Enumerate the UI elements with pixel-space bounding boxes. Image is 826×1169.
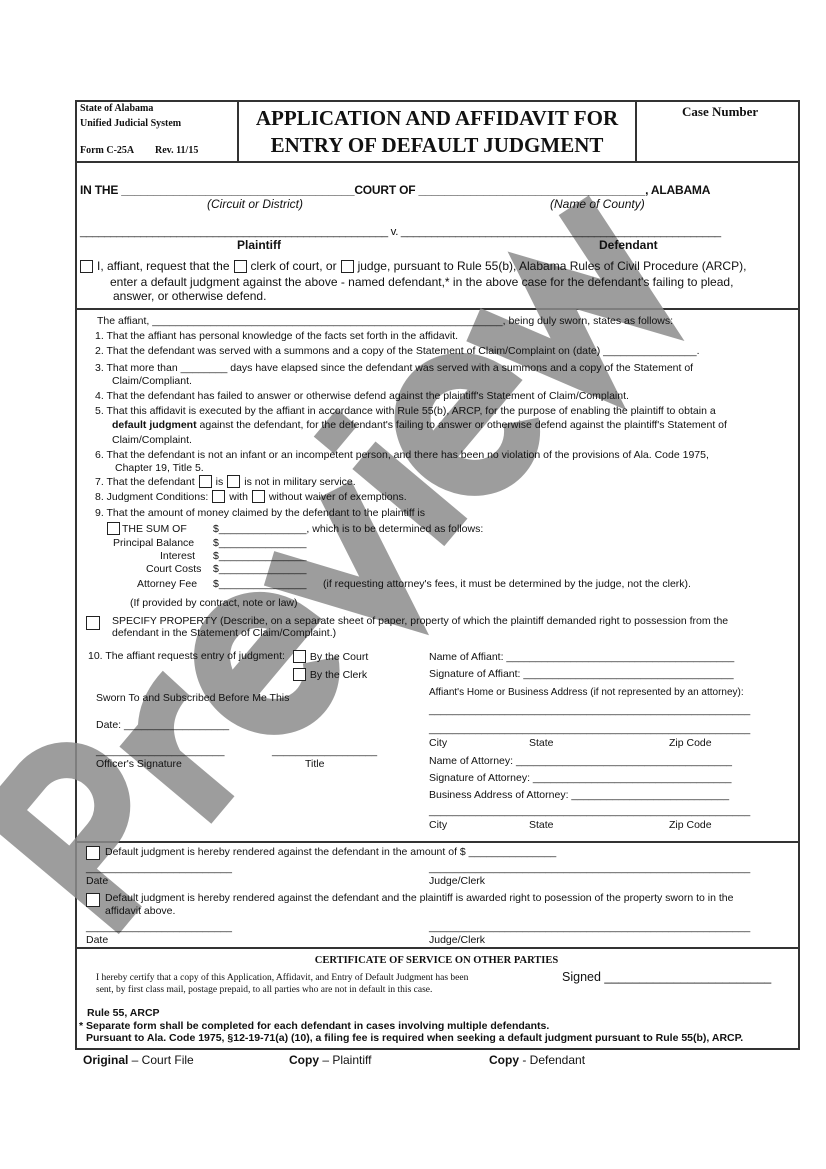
judgment-date-line[interactable]: _________________________	[86, 921, 232, 933]
request-row	[80, 259, 746, 273]
with-waiver-checkbox[interactable]	[212, 490, 225, 503]
interest-label: Interest	[160, 550, 196, 562]
affidavit-item: with	[229, 490, 248, 503]
affiant-intro[interactable]: The affiant, ____________________________________________________________, being duly sworn, states as follows:	[97, 315, 674, 327]
copy-label: Copy	[489, 1053, 519, 1067]
sworn-label: Sworn To and Subscribed Before Me This	[96, 692, 290, 704]
affidavit-item: 7. That the defendant	[95, 475, 195, 488]
divider	[75, 308, 798, 310]
affidavit-item: 4. That the defendant has failed to answer or otherwise defend against the plaintiff's Statement of Claim/Complaint.	[95, 390, 629, 402]
county-hint: (Name of County)	[550, 197, 645, 211]
affidavit-item: is not in military service.	[244, 475, 356, 488]
principal-field[interactable]: $_______________	[213, 537, 307, 549]
sworn-date-field[interactable]: Date: __________________	[96, 719, 230, 731]
affidavit-item: Claim/Compliant.	[112, 375, 192, 387]
item10-label: 10. The affiant requests entry of judgment:	[88, 650, 285, 662]
by-clerk-checkbox[interactable]	[293, 668, 306, 681]
request-text: answer, or otherwise defend.	[113, 289, 267, 303]
rule-reference: Rule 55, ARCP	[87, 1007, 160, 1019]
item10-row	[88, 650, 368, 681]
judgment-entry-options	[293, 650, 368, 681]
court-costs-label: Court Costs	[146, 563, 202, 575]
amount-judgment-checkbox[interactable]	[86, 846, 100, 860]
distribution-copy-plaintiff	[289, 1053, 371, 1067]
judgment-date-line[interactable]: _________________________	[86, 862, 232, 874]
certificate-title: CERTIFICATE OF SERVICE ON OTHER PARTIES	[314, 955, 559, 966]
by-clerk-option[interactable]	[293, 668, 368, 681]
sum-of-row	[107, 522, 187, 535]
attorney-fee-field[interactable]: $_______________	[213, 578, 307, 590]
by-court-label: By the Court	[309, 650, 369, 663]
judge-clerk-label: Judge/Clerk	[429, 875, 486, 887]
circuit-hint: (Circuit or District)	[207, 197, 303, 211]
sum-of-field[interactable]: $_______________, which is to be determined as follows:	[213, 523, 484, 535]
affidavit-item: 9. That the amount of money claimed by the defendant to the plaintiff is	[95, 507, 425, 519]
affiant-signature-field[interactable]: Signature of Affiant: ____________________________________	[429, 668, 734, 680]
form-revision: Rev. 11/15	[155, 145, 199, 156]
specify-property-checkbox[interactable]	[86, 616, 100, 630]
date-label: Date	[86, 875, 109, 887]
by-clerk-label: By the Clerk	[309, 668, 368, 681]
attorney-fee-label: Attorney Fee	[137, 578, 198, 590]
state-label: State of Alabama	[80, 103, 154, 114]
plaintiff-label: Plaintiff	[237, 238, 281, 252]
attorney-address-field[interactable]: Business Address of Attorney: ___________________________	[429, 789, 730, 801]
affidavit-item: without waiver of exemptions.	[268, 490, 407, 503]
officer-title-line[interactable]: __________________	[272, 745, 378, 757]
property-judgment-checkbox[interactable]	[86, 893, 100, 907]
city-label: City	[429, 737, 448, 749]
interest-field[interactable]: $_______________	[213, 550, 307, 562]
city-label: City	[429, 819, 448, 831]
state-label: State	[529, 737, 554, 749]
affidavit-item: 6. That the defendant is not an infant or an incompetent person, and there has been no violation of the provisions of Ala. Code 1975,	[95, 449, 709, 461]
affidavit-item: 3. That more than ________ days have elapsed since the defendant was served with a summons and a copy of the Statement of	[95, 362, 694, 374]
request-text: judge, pursuant to Rule 55(b), Alabama Rules of Civil Procedure (ARCP),	[357, 259, 747, 273]
officer-title-label: Title	[305, 758, 325, 770]
principal-label: Principal Balance	[113, 537, 195, 549]
attorney-address-line[interactable]: _______________________________________________________	[429, 805, 751, 817]
zip-label: Zip Code	[669, 737, 712, 749]
affidavit-item: 1. That the affiant has personal knowledge of the facts set forth in the affidavit.	[95, 330, 459, 342]
judge-signature-line[interactable]: _______________________________________________________	[429, 862, 751, 874]
without-waiver-checkbox[interactable]	[252, 490, 265, 503]
attorney-signature-field[interactable]: Signature of Attorney: __________________________________	[429, 772, 732, 784]
affiant-name-field[interactable]: Name of Affiant: _______________________________________	[429, 651, 735, 663]
divider	[75, 841, 798, 843]
form-title-line1: APPLICATION AND AFFIDAVIT FOR	[255, 106, 619, 130]
default-judgment-amount-text[interactable]: Default judgment is hereby rendered against the defendant in the amount of $ _______________	[105, 846, 557, 858]
sum-of-checkbox[interactable]	[107, 522, 120, 535]
attorney-name-field[interactable]: Name of Attorney: _____________________________________	[429, 755, 733, 767]
affidavit-item	[112, 419, 727, 431]
original-dest: – Court File	[128, 1053, 194, 1067]
form-number: Form C-25A	[80, 145, 135, 156]
divider	[635, 100, 637, 162]
separate-form-note: * Separate form shall be completed for each defendant in cases involving multiple defendants.	[79, 1020, 550, 1032]
certificate-signed-field[interactable]: Signed ________________________	[562, 970, 772, 984]
specify-property-text: defendant in the Statement of Claim/Complaint.)	[112, 627, 337, 639]
request-text: clerk of court, or	[250, 259, 337, 273]
by-court-option[interactable]	[293, 650, 368, 663]
by-court-checkbox[interactable]	[293, 650, 306, 663]
officer-signature-line[interactable]: ______________________	[96, 745, 225, 757]
defendant-label: Defendant	[599, 238, 658, 252]
court-costs-field[interactable]: $_______________	[213, 563, 307, 575]
distribution-original	[83, 1053, 194, 1067]
distribution-copy-defendant	[489, 1053, 585, 1067]
judge-checkbox[interactable]	[341, 260, 354, 273]
judge-signature-line[interactable]: _______________________________________________________	[429, 921, 751, 933]
judge-clerk-label: Judge/Clerk	[429, 934, 486, 946]
form-frame	[75, 100, 800, 1050]
affiant-address-line[interactable]: _______________________________________________________	[429, 704, 751, 716]
affidavit-item: is	[215, 475, 224, 488]
clerk-checkbox[interactable]	[234, 260, 247, 273]
affiant-request-checkbox[interactable]	[80, 260, 93, 273]
copy-label: Copy	[289, 1053, 319, 1067]
divider	[75, 947, 798, 949]
case-number-label: Case Number	[682, 104, 759, 119]
is-military-checkbox[interactable]	[199, 475, 212, 488]
is-not-military-checkbox[interactable]	[227, 475, 240, 488]
specify-property-text: SPECIFY PROPERTY (Describe, on a separate sheet of paper, property of which the plaintiff demanded right to possession from the	[112, 615, 729, 627]
provided-by-note: (If provided by contract, note or law)	[130, 597, 298, 609]
affidavit-item-text: against the defendant, for the defendant's failing to answer or otherwise defend against the plaintiff's Statement of	[196, 419, 727, 431]
filing-fee-note: Pursuant to Ala. Code 1975, §12-19-71(a) (10), a filing fee is required when seeking a default judgment pursuant to Rule 55(b), ARCP.	[86, 1032, 744, 1044]
original-label: Original	[83, 1053, 129, 1067]
officer-signature-label: Officer's Signature	[96, 758, 182, 770]
default-judgment-property-text: affidavit above.	[105, 905, 176, 917]
affidavit-item: 5. That this affidavit is executed by the affiant in accordance with Rule 55(b), ARCP, for the purpose of enabling the plaintiff to obtain a	[95, 405, 716, 417]
zip-label: Zip Code	[669, 819, 712, 831]
divider	[75, 161, 798, 163]
attorney-fee-note: (if requesting attorney's fees, it must be determined by the judge, not the clerk).	[323, 578, 691, 590]
court-line[interactable]: IN THE ____________________________________COURT OF ___________________________________, ALABAMA	[80, 183, 711, 197]
military-row	[95, 475, 356, 488]
certificate-text: I hereby certify that a copy of this Application, Affidavit, and Entry of Default Judgment has been	[96, 973, 469, 983]
default-judgment-property-text: Default judgment is hereby rendered against the defendant and the plaintiff is awarded right to posession of the property sworn to in the	[105, 892, 734, 904]
form-title-line2: ENTRY OF DEFAULT JUDGMENT	[270, 133, 604, 157]
default-judgment-bold: default judgment	[112, 419, 197, 431]
certificate-text: sent, by first class mail, postage prepaid, to all parties who are not in default in this case.	[96, 985, 433, 995]
system-label: Unified Judicial System	[80, 118, 182, 129]
affiant-address-line[interactable]: _______________________________________________________	[429, 723, 751, 735]
request-text: enter a default judgment against the above - named defendant,* in the above case for the defendant's failing to plead,	[110, 275, 734, 289]
affidavit-item: 2. That the defendant was served with a summons and a copy of the Statement of Claim/Complaint on (date) ________________.	[95, 345, 700, 357]
affidavit-item: 8. Judgment Conditions:	[95, 490, 209, 503]
request-text: I, affiant, request that the	[97, 259, 230, 273]
copy-dest: - Defendant	[519, 1053, 586, 1067]
affidavit-item: Chapter 19, Title 5.	[115, 462, 204, 474]
judgment-conditions-row	[95, 490, 407, 503]
copy-dest: – Plaintiff	[319, 1053, 372, 1067]
state-label: State	[529, 819, 554, 831]
parties-line[interactable]: ___________________________________________________ v. _____________________________________________________	[80, 226, 721, 238]
affiant-address-label: Affiant's Home or Business Address (if not represented by an attorney):	[429, 687, 744, 698]
sum-of-label: THE SUM OF	[122, 522, 187, 535]
date-label: Date	[86, 934, 109, 946]
affidavit-item: Claim/Complaint.	[112, 434, 192, 446]
